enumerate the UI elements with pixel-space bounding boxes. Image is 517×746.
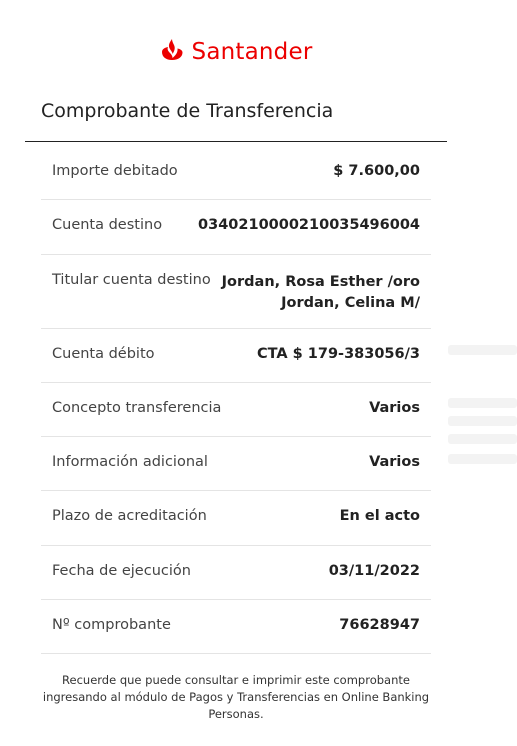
- background-ghost-text: [448, 345, 517, 355]
- receipt-details: [41, 146, 431, 654]
- background-ghost-text: [448, 454, 517, 464]
- row-titular-cuenta-destino: [41, 255, 431, 329]
- row-cuenta-destino: [41, 200, 431, 254]
- row-value: 0340210000210035496004: [198, 217, 420, 234]
- title-divider: [25, 141, 447, 142]
- row-label: Cuenta débito: [52, 345, 155, 362]
- page-title: Comprobante de Transferencia: [41, 100, 334, 122]
- row-value: En el acto: [339, 508, 420, 525]
- row-label: Titular cuenta destino: [52, 271, 211, 288]
- row-plazo-acreditacion: [41, 491, 431, 545]
- row-value: 76628947: [339, 617, 420, 634]
- background-ghost-text: [448, 434, 517, 444]
- row-fecha-ejecucion: [41, 546, 431, 600]
- row-value: Varios: [369, 399, 420, 416]
- santander-flame-icon: [158, 38, 186, 66]
- row-value: CTA $ 179-383056/3: [256, 345, 420, 362]
- row-value-line: Jordan, Celina M/: [281, 294, 420, 311]
- brand-name: Santander: [191, 39, 313, 65]
- row-concepto-transferencia: [41, 383, 431, 437]
- row-value: $ 7.600,00: [333, 163, 420, 179]
- row-value: [222, 272, 420, 314]
- row-label: Concepto transferencia: [52, 399, 222, 416]
- row-value: 03/11/2022: [328, 562, 420, 579]
- row-label: Importe debitado: [52, 163, 178, 179]
- row-label: Nº comprobante: [52, 617, 171, 634]
- row-numero-comprobante: [41, 600, 431, 654]
- background-ghost-text: [448, 398, 517, 408]
- row-cuenta-debito: [41, 329, 431, 383]
- brand-logo: [0, 38, 470, 66]
- row-importe-debitado: [41, 146, 431, 200]
- row-informacion-adicional: [41, 437, 431, 491]
- row-label: Información adicional: [52, 454, 208, 471]
- row-label: Cuenta destino: [52, 217, 163, 234]
- row-value-line: Jordan, Rosa Esther /oro: [221, 273, 420, 290]
- background-ghost-text: [448, 416, 517, 426]
- row-value: Varios: [369, 454, 420, 471]
- footer-note: Recuerde que puede consultar e imprimir este comprobante ingresando al módulo de Pagos y Transferencias en Online Banking Personas.: [42, 673, 430, 721]
- row-label: Plazo de acreditación: [52, 508, 207, 525]
- row-label: Fecha de ejecución: [52, 562, 191, 579]
